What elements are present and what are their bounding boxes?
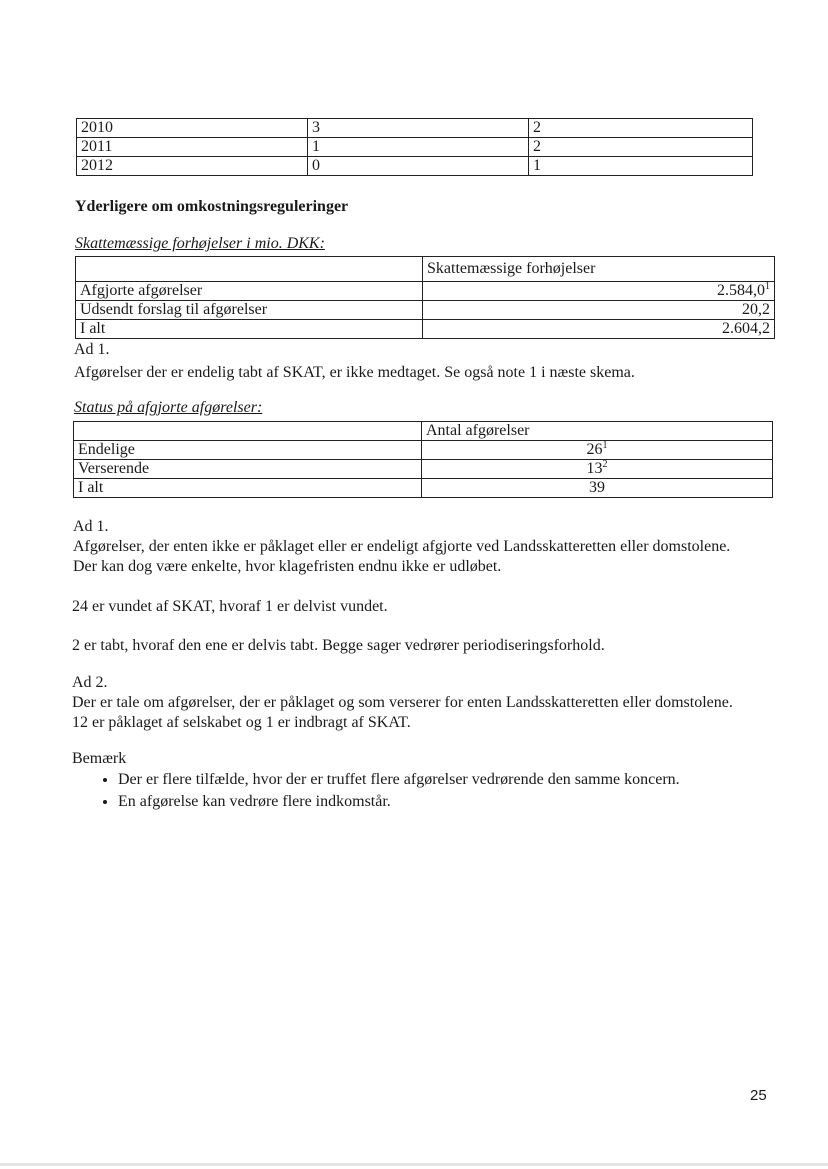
year-cell: 2012 xyxy=(77,157,308,176)
row-label: Afgjorte afgørelser xyxy=(76,282,423,301)
status-table xyxy=(73,421,773,498)
tax-table xyxy=(75,256,775,339)
value-cell: 1 xyxy=(308,138,529,157)
ad1-line2: Der kan dog være enkelte, hvor klagefristen endnu ikke er udløbet. xyxy=(73,558,502,575)
value-cell: 0 xyxy=(308,157,529,176)
row-value: 20,2 xyxy=(423,301,775,320)
tax-note-text: Afgørelser der er endelig tabt af SKAT, er ikke medtaget. Se også note 1 i næste skema. xyxy=(74,364,635,381)
table-row xyxy=(76,282,775,301)
value-cell: 2 xyxy=(529,138,753,157)
remark-block xyxy=(72,749,792,813)
table-row xyxy=(76,301,775,320)
value-cell: 3 xyxy=(308,119,529,138)
row-label: Verserende xyxy=(74,460,422,479)
page-number: 25 xyxy=(750,1087,767,1104)
table-header-row xyxy=(74,422,773,441)
ad2-line2: 12 er påklaget af selskabet og 1 er indbragt af SKAT. xyxy=(72,714,411,731)
row-value: $26^1$ xyxy=(422,441,773,460)
table-header-row xyxy=(76,257,775,282)
ad2-line1: Der er tale om afgørelser, der er påklaget og som verserer for enten Landsskatteretten eller domstolene. xyxy=(72,694,733,711)
section-heading: Yderligere om omkostningsreguleringer xyxy=(75,198,349,215)
row-label: Endelige xyxy=(74,441,422,460)
year-cell: 2010 xyxy=(77,119,308,138)
row-value: 39 xyxy=(422,479,773,498)
table-row xyxy=(74,460,773,479)
value-cell: 1 xyxy=(529,157,753,176)
tax-table-caption: Skattemæssige forhøjelser i mio. DKK: xyxy=(75,235,325,252)
ad2-block xyxy=(72,673,802,733)
status-table-caption: Status på afgjorte afgørelser: xyxy=(74,399,263,416)
list-item: • En afgørelse kan vedrøre flere indkomstår. xyxy=(118,791,792,813)
column-header: Skattemæssige forhøjelser xyxy=(423,257,775,282)
row-label: I alt xyxy=(74,479,422,498)
row-label: I alt xyxy=(76,320,423,339)
ad2-title: Ad 2. xyxy=(72,674,108,691)
scan-edge xyxy=(0,1163,828,1166)
list-item: • Der er flere tilfælde, hvor der er truffet flere afgørelser vedrørende den samme koncern. xyxy=(118,769,792,791)
year-table xyxy=(76,118,753,176)
year-cell: 2011 xyxy=(77,138,308,157)
tax-note-title: Ad 1. xyxy=(74,341,110,358)
row-value: 2.584,0$^1$ xyxy=(423,282,775,301)
remark-title: Bemærk xyxy=(72,750,127,767)
table-row xyxy=(77,119,753,138)
table-row xyxy=(77,157,753,176)
lost-text: 2 er tabt, hvoraf den ene er delvis tabt. Begge sager vedrører periodiseringsforhold. xyxy=(72,637,605,654)
column-header: Antal afgørelser xyxy=(422,422,773,441)
table-row xyxy=(74,479,773,498)
value-cell: 2 xyxy=(529,119,753,138)
notes-block xyxy=(73,517,793,577)
table-row xyxy=(76,320,775,339)
table-row xyxy=(74,441,773,460)
won-text: 24 er vundet af SKAT, hvoraf 1 er delvist vundet. xyxy=(72,598,388,615)
row-label: Udsendt forslag til afgørelser xyxy=(76,301,423,320)
ad1-line1: Afgørelser, der enten ikke er påklaget eller er endeligt afgjorte ved Landsskatteretten eller domstolene. xyxy=(73,538,731,555)
table-row xyxy=(77,138,753,157)
ad1-title: Ad 1. xyxy=(73,518,109,535)
row-value: $13^2$ xyxy=(422,460,773,479)
remark-list xyxy=(72,769,792,813)
row-value: 2.604,2 xyxy=(423,320,775,339)
